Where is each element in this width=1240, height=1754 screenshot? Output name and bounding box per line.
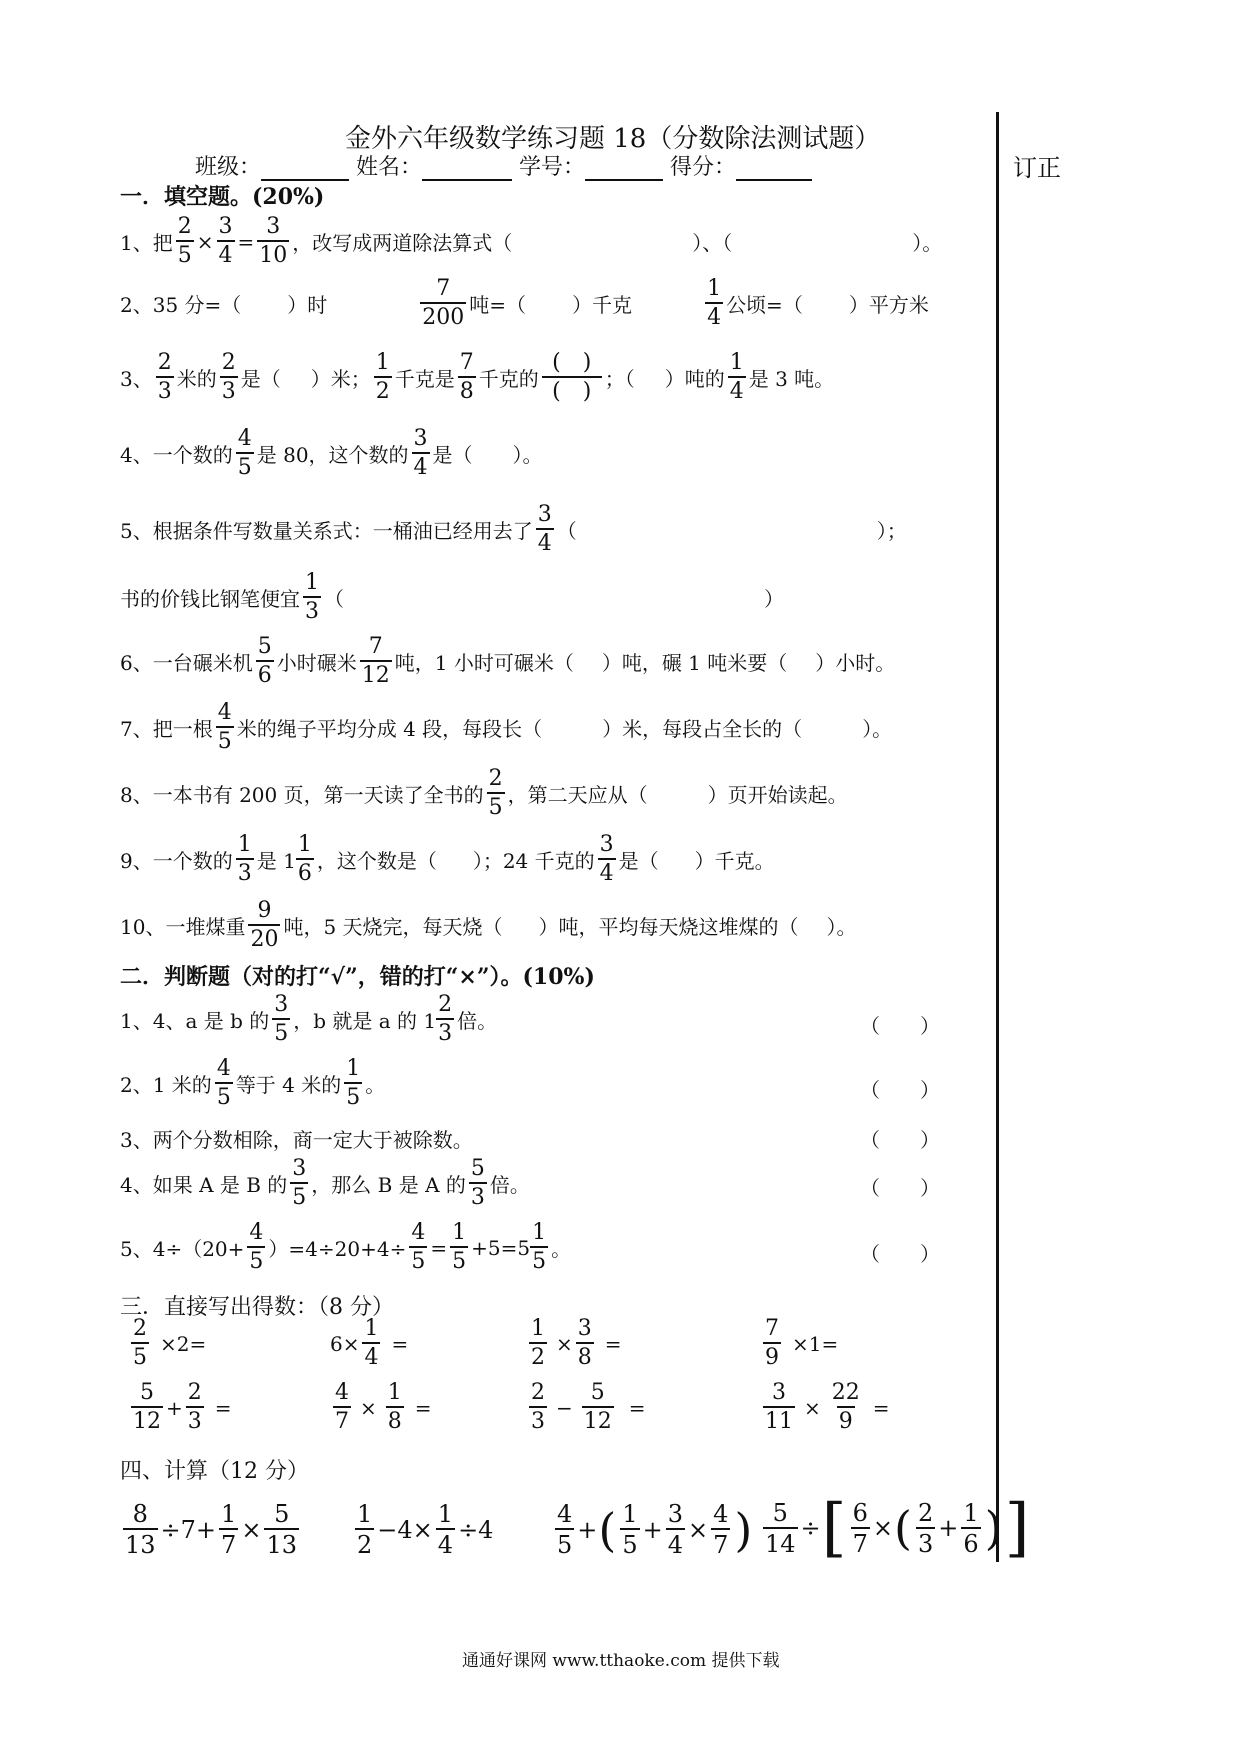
d8-fraction-2: $\frac{22}{9}$ (831, 1380, 860, 1434)
q3-text-2: 是（ (240, 367, 281, 391)
section-calc-title: 四、计算（12 分） (120, 1459, 309, 1484)
q2-fraction-2: $\frac{1}{4}$ (707, 276, 722, 330)
d6-op2: = (414, 1395, 432, 1420)
d6-fraction-1: $\frac{4}{7}$ (335, 1380, 349, 1434)
q4-text-a: 4、一个数的 (120, 443, 233, 467)
j1-fraction-2: $\frac{2}{3}$ (438, 992, 453, 1046)
q7-fraction-1: $\frac{4}{5}$ (217, 700, 232, 754)
judge-1 (120, 994, 497, 1045)
q3-fraction-4: $\frac{7}{8}$ (459, 350, 474, 404)
j5-text-c: = (430, 1235, 448, 1260)
q5-paren-close-1: ）； (876, 519, 907, 543)
q8-text-a: 8、一本书有 200 页，第一天读了全书的 (120, 783, 484, 807)
d5-fraction-1: $\frac{5}{12}$ (133, 1380, 161, 1434)
q3-text-6: ；（ (604, 367, 635, 391)
d5-op2: = (214, 1395, 232, 1420)
question-10 (120, 900, 857, 951)
q2-part-a: 2、35 分=（ (120, 293, 242, 317)
j5-text-b: ）=4÷20+4÷ (268, 1237, 407, 1261)
j5-fraction-4: $\frac{1}{5}$ (532, 1220, 547, 1274)
margin-rule (996, 112, 999, 1562)
j1-text-b: ，b 就是 a 的 1 (293, 1009, 437, 1033)
q4-fraction-2: $\frac{3}{4}$ (413, 426, 428, 480)
q4-text-b: 是 80，这个数的 (256, 443, 409, 467)
j2-text-b: 等于 4 米的 (235, 1073, 342, 1097)
q5-paren-open-1: （ (556, 519, 577, 543)
j2-fraction-1: $\frac{4}{5}$ (216, 1056, 231, 1110)
c4-fraction-3: $\frac{2}{3}$ (917, 1498, 934, 1558)
judge-5 (120, 1222, 571, 1273)
q9-text-e: 是（ (618, 849, 659, 873)
q3-text-1: 米的 (176, 367, 217, 391)
q2-unit-a: ）时 (287, 293, 328, 317)
calc-2 (352, 1502, 493, 1557)
c4-fraction-4: $\frac{1}{6}$ (963, 1498, 979, 1558)
c3-op-3: × (688, 1515, 709, 1544)
q4-fraction-1: $\frac{4}{5}$ (237, 426, 252, 480)
c3-fraction-4: $\frac{4}{7}$ (713, 1500, 729, 1559)
q10-text-a: 10、一堆煤重 (120, 915, 246, 939)
id-field[interactable] (585, 157, 663, 181)
q1-end: ）。 (912, 231, 943, 255)
judge-2 (120, 1058, 385, 1109)
direct-8 (760, 1382, 890, 1433)
section-fill-in-title: 一．填空题。(20%) (120, 184, 325, 210)
q5-fraction-1: $\frac{3}{4}$ (537, 502, 552, 556)
q4-text-d: ）。 (512, 443, 543, 467)
d8-op: × (804, 1395, 821, 1420)
question-6 (120, 636, 895, 687)
q9-text-g: ）千克。 (694, 849, 775, 873)
question-5a (120, 504, 960, 555)
q5-text-d: 书的价钱比钢笔便宜 (120, 587, 300, 611)
c4-fraction-2: $\frac{6}{7}$ (852, 1498, 868, 1558)
d1-fraction: $\frac{2}{5}$ (133, 1316, 147, 1370)
q5-fraction-2: $\frac{1}{3}$ (305, 570, 319, 624)
q3-text-7: ）吨的 (664, 367, 725, 391)
direct-4 (760, 1318, 838, 1369)
direct-3 (526, 1318, 622, 1369)
q5-paren-open-2: （ (324, 587, 344, 611)
j5-answer-box[interactable]: （ ） (860, 1242, 940, 1266)
q5-text-a: 5、根据条件写数量关系式：一桶油已经用去了 (120, 519, 533, 543)
q9-text-c: ，这个数是（ (316, 849, 437, 873)
c3-right-paren: ) (734, 1502, 753, 1557)
q9-text-b: 是 1 (256, 849, 296, 873)
question-1 (120, 216, 942, 267)
j1-answer-box[interactable]: （ ） (860, 1014, 940, 1038)
j4-text-b: ，那么 B 是 A 的 (311, 1173, 466, 1197)
judge-4 (120, 1158, 530, 1209)
q9-fraction-3: $\frac{3}{4}$ (599, 832, 614, 886)
d7-op2: = (628, 1395, 646, 1420)
j4-fraction-2: $\frac{5}{3}$ (470, 1156, 485, 1210)
q10-fraction-1: $\frac{9}{20}$ (250, 898, 279, 952)
q3-text-3: ）米； (310, 367, 371, 391)
question-8 (120, 768, 848, 819)
q3-text-5: 千克的 (478, 367, 539, 391)
d3-fraction-2: $\frac{3}{8}$ (577, 1316, 592, 1370)
d7-op: − (556, 1395, 573, 1420)
j4-text-c: 倍。 (489, 1173, 530, 1197)
d1-op: ×2= (160, 1331, 207, 1356)
d8-op2: = (872, 1395, 890, 1420)
c4-right-paren: ) (984, 1501, 1003, 1555)
direct-7 (526, 1382, 646, 1433)
j2-text-a: 2、1 米的 (120, 1073, 212, 1097)
q7-text-d: ）。 (862, 717, 893, 741)
q9-fraction-1: $\frac{1}{3}$ (237, 832, 252, 886)
score-label: 得分： (670, 155, 737, 180)
c4-left-paren: ( (894, 1501, 912, 1555)
q3-fraction-3: $\frac{1}{2}$ (375, 350, 390, 404)
q1-fraction-3: $\frac{3}{10}$ (259, 214, 288, 268)
d3-op2: = (604, 1331, 622, 1356)
id-label: 学号： (519, 155, 586, 180)
d2-pre: 6× (330, 1331, 360, 1356)
q1-times: × (196, 229, 214, 254)
q6-text-d: ）吨，碾 1 吨米要（ (601, 651, 788, 675)
j2-fraction-2: $\frac{1}{5}$ (346, 1056, 361, 1110)
question-2 (120, 278, 929, 329)
c1-fraction-2: $\frac{1}{7}$ (221, 1500, 237, 1559)
j4-text-a: 4、如果 A 是 B 的 (120, 1173, 288, 1197)
c2-fraction-2: $\frac{1}{4}$ (437, 1500, 454, 1559)
q1-mid: ）、（ (692, 231, 733, 255)
q6-text-e: ）小时。 (815, 651, 896, 675)
q8-text-c: ）页开始读起。 (707, 783, 848, 807)
q2-unit-b: ）千克 (572, 293, 633, 317)
q8-text-b: ，第二天应从（ (507, 783, 648, 807)
student-info-line (195, 150, 812, 181)
direct-5 (128, 1382, 232, 1433)
q3-text-8: 是 3 吨。 (748, 367, 835, 391)
name-label: 姓名： (356, 155, 423, 180)
c1-fraction-3: $\frac{5}{13}$ (266, 1500, 297, 1559)
j1-text-a: 1、4、a 是 b 的 (120, 1009, 270, 1033)
footer-credit: 通通好课网 www.tthaoke.com 提供下载 (462, 1651, 780, 1671)
j5-text-a: 5、4÷（20+ (120, 1237, 245, 1261)
d2-op: = (391, 1331, 409, 1356)
q7-text-c: ）米，每段占全长的（ (602, 717, 803, 741)
q3-blank-fraction[interactable]: $\frac{( )}{( )}$ (542, 352, 602, 403)
q1-equals: = (237, 229, 255, 254)
d4-fraction: $\frac{7}{9}$ (765, 1316, 779, 1370)
q6-text-b: 小时碾米 (276, 651, 357, 675)
q9-text-a: 9、一个数的 (120, 849, 233, 873)
q9-text-d: ）；24 千克的 (472, 849, 595, 873)
d7-fraction-1: $\frac{2}{3}$ (531, 1380, 545, 1434)
q10-text-b: 吨，5 天烧完，每天烧（ (283, 915, 503, 939)
c2-fraction-1: $\frac{1}{2}$ (357, 1500, 373, 1559)
j2-answer-box[interactable]: （ ） (860, 1078, 940, 1102)
j1-fraction-1: $\frac{3}{5}$ (274, 992, 289, 1046)
j4-fraction-1: $\frac{3}{5}$ (292, 1156, 307, 1210)
score-field[interactable] (736, 157, 812, 181)
q2-part-b: 吨=（ (469, 293, 527, 317)
question-7 (120, 702, 892, 753)
q6-text-c: 吨，1 小时可碾米（ (394, 651, 574, 675)
q1-fraction-1: $\frac{2}{5}$ (177, 214, 192, 268)
question-5b (120, 572, 784, 623)
calc-4 (760, 1491, 1031, 1565)
q10-text-c: ）吨，平均每天烧这堆煤的（ (538, 915, 799, 939)
q3-fraction-2: $\frac{2}{3}$ (221, 350, 236, 404)
d6-op: × (360, 1395, 377, 1420)
q2-fraction-1: $\frac{7}{200}$ (422, 276, 465, 330)
d8-fraction-1: $\frac{3}{11}$ (765, 1380, 793, 1434)
c4-right-bracket: ] (1004, 1491, 1030, 1565)
class-label: 班级： (195, 155, 262, 180)
j1-text-c: 倍。 (457, 1009, 498, 1033)
c4-fraction-1: $\frac{5}{14}$ (765, 1498, 796, 1558)
j5-text-d: +5=5 (471, 1235, 531, 1260)
j5-fraction-2: $\frac{4}{5}$ (411, 1220, 426, 1274)
c4-op-1: ÷ (800, 1514, 821, 1542)
direct-1 (128, 1318, 206, 1369)
j3-answer-box[interactable]: （ ） (860, 1128, 940, 1152)
question-3 (120, 352, 834, 403)
c3-fraction-3: $\frac{3}{4}$ (667, 1500, 684, 1559)
section-judge-title: 二．判断题（对的打“√”，错的打“×”）。(10%) (120, 964, 595, 990)
q5-paren-close-2: ） (764, 587, 784, 611)
q6-text-a: 6、一台碾米机 (120, 651, 253, 675)
correction-label: 订正 (1013, 154, 1061, 182)
j3-text-a: 3、两个分数相除，商一定大于被除数。 (120, 1128, 473, 1152)
d5-op: + (166, 1395, 183, 1420)
q7-text-b: 米的绳子平均分成 4 段，每段长（ (236, 717, 543, 741)
calc-1 (120, 1502, 302, 1557)
c1-op-1: ÷7+ (160, 1515, 217, 1544)
q3-fraction-5: $\frac{1}{4}$ (729, 350, 744, 404)
c1-op-2: × (241, 1515, 262, 1544)
page-title: 金外六年级数学练习题 18（分数除法测试题） (345, 124, 881, 154)
name-field[interactable] (422, 157, 512, 181)
section-direct-title: 三．直接写出得数：（8 分） (120, 1295, 394, 1320)
judge-3 (120, 1124, 473, 1153)
c3-fraction-1: $\frac{4}{5}$ (557, 1500, 573, 1559)
q6-fraction-2: $\frac{7}{12}$ (361, 634, 390, 688)
q2-part-c: 公顷=（ (726, 293, 803, 317)
c3-op-2: + (642, 1515, 663, 1544)
c2-op-2: ÷4 (458, 1515, 494, 1544)
q3-text-4: 千克是 (394, 367, 455, 391)
q1-text: ，改写成两道除法算式（ (292, 231, 513, 255)
d5-fraction-2: $\frac{2}{3}$ (187, 1380, 202, 1434)
j5-fraction-1: $\frac{4}{5}$ (249, 1220, 264, 1274)
q9-fraction-2: $\frac{1}{6}$ (297, 832, 312, 886)
question-4 (120, 428, 543, 479)
c4-op-3: + (938, 1514, 959, 1542)
c4-op-2: × (872, 1514, 894, 1542)
d7-fraction-2: $\frac{5}{12}$ (583, 1380, 612, 1434)
q7-text-a: 7、把一根 (120, 717, 213, 741)
c2-op-1: −4× (377, 1515, 433, 1544)
d4-op: ×1= (792, 1331, 839, 1356)
j4-answer-box[interactable]: （ ） (860, 1176, 940, 1200)
c3-op-1: + (577, 1515, 598, 1544)
c4-left-bracket: [ (821, 1491, 847, 1565)
question-9 (120, 834, 775, 885)
j5-text-e: 。 (551, 1237, 572, 1261)
q2-unit-c: ）平方米 (848, 293, 929, 317)
direct-6 (330, 1382, 432, 1433)
q8-fraction-1: $\frac{2}{5}$ (488, 766, 503, 820)
c1-fraction-1: $\frac{8}{13}$ (125, 1500, 156, 1559)
q4-text-c: 是（ (432, 443, 473, 467)
q1-prefix: 1、把 (120, 231, 173, 255)
c3-fraction-2: $\frac{1}{5}$ (622, 1500, 638, 1559)
q6-fraction-1: $\frac{5}{6}$ (257, 634, 272, 688)
j5-fraction-3: $\frac{1}{5}$ (452, 1220, 467, 1274)
class-field[interactable] (261, 157, 349, 181)
calc-3 (552, 1502, 753, 1557)
j2-text-c: 。 (365, 1073, 386, 1097)
q3-prefix: 3、 (120, 367, 153, 391)
q10-text-d: ）。 (826, 915, 857, 939)
d3-fraction-1: $\frac{1}{2}$ (531, 1316, 545, 1370)
q3-fraction-1: $\frac{2}{3}$ (157, 350, 172, 404)
q1-fraction-2: $\frac{3}{4}$ (218, 214, 233, 268)
direct-2 (330, 1318, 408, 1369)
d2-fraction: $\frac{1}{4}$ (364, 1316, 379, 1370)
c3-left-paren: ( (598, 1502, 617, 1557)
d6-fraction-2: $\frac{1}{8}$ (387, 1380, 402, 1434)
d3-op: × (556, 1331, 573, 1356)
